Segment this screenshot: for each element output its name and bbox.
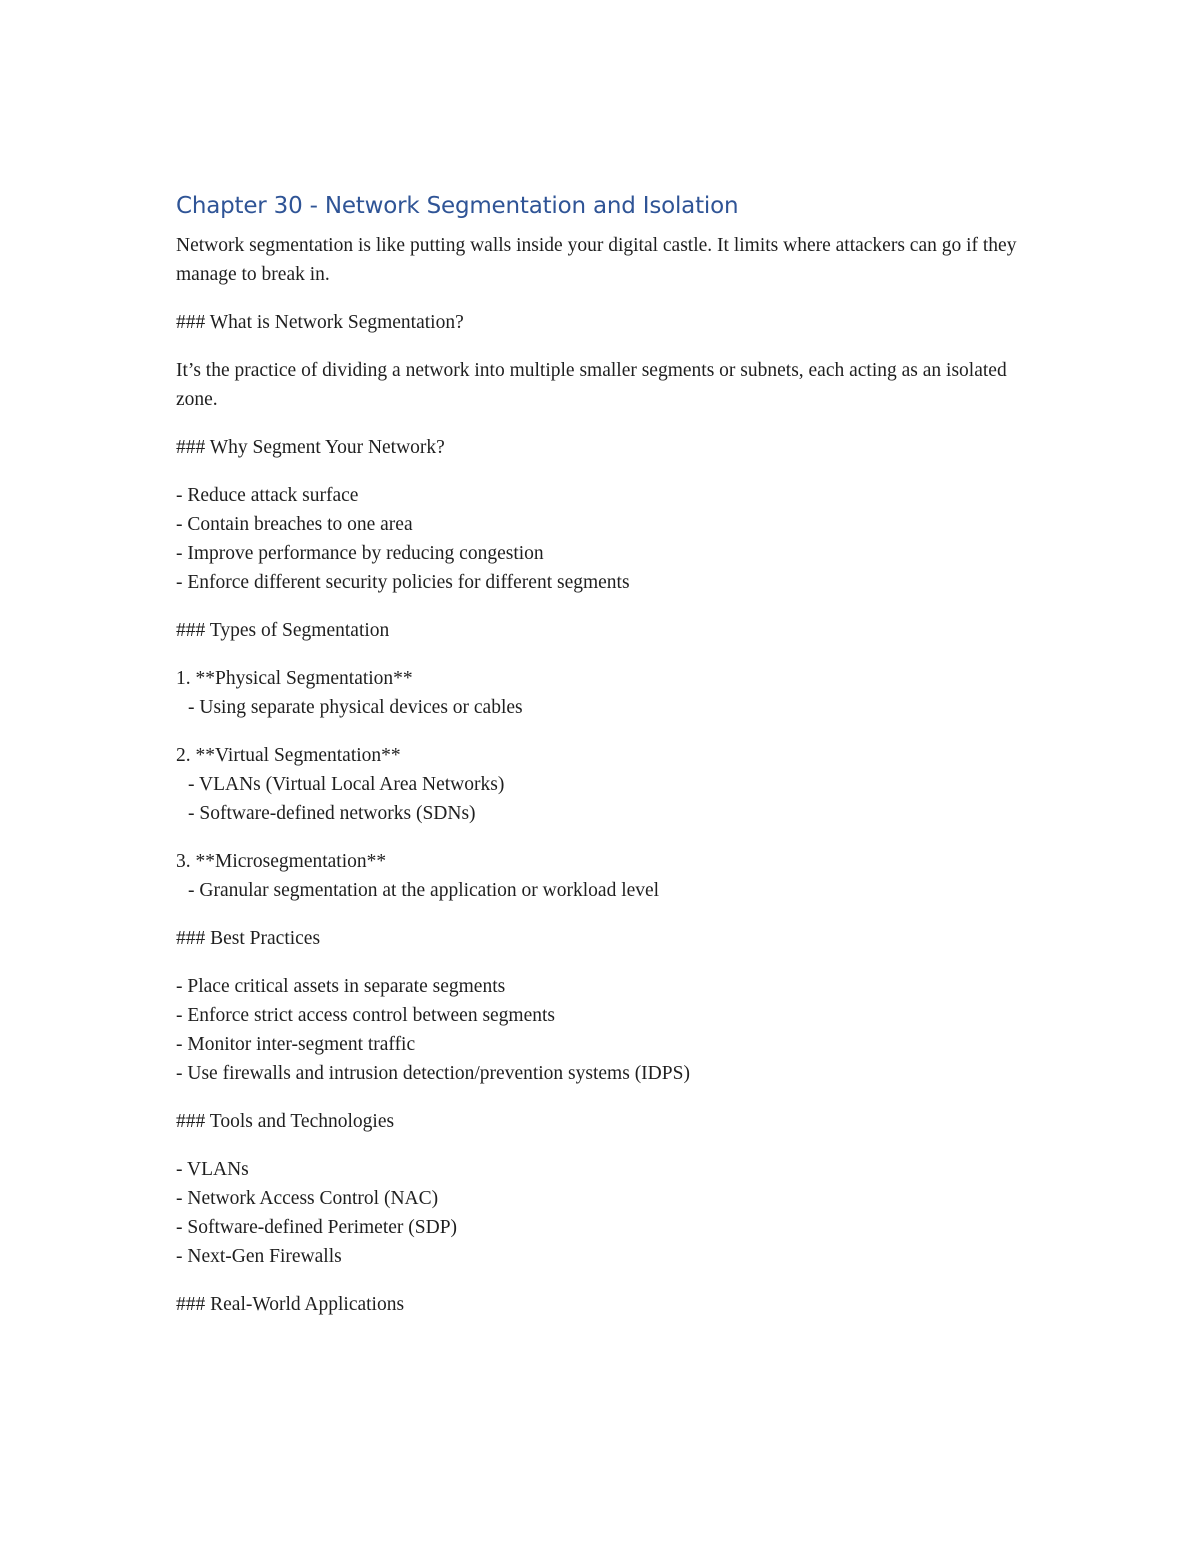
list-item: - Enforce strict access control between segments [176,1005,556,1026]
section-heading-what: ### What is Network Segmentation? [176,312,464,333]
list-item: - Next-Gen Firewalls [176,1246,342,1267]
list-item: - Software-defined networks (SDNs) [188,803,476,824]
list-item: - VLANs (Virtual Local Area Networks) [188,774,505,795]
section-heading-real: ### Real-World Applications [176,1294,405,1315]
what-paragraph: It’s the practice of dividing a network into multiple smaller segments or subnets, each acting as an isolated zone. [176,360,1007,410]
list-item: - Contain breaches to one area [176,514,413,535]
type-title-physical: 1. **Physical Segmentation** [176,668,413,689]
list-item: - Software-defined Perimeter (SDP) [176,1217,458,1238]
section-heading-tools: ### Tools and Technologies [176,1111,395,1132]
document-body [176,190,1036,1319]
section-heading-why: ### Why Segment Your Network? [176,437,445,458]
list-item: - Place critical assets in separate segments [176,976,506,997]
type-title-virtual: 2. **Virtual Segmentation** [176,745,401,766]
list-item: - Granular segmentation at the application or workload level [188,880,660,901]
chapter-title: Chapter 30 - Network Segmentation and Isolation [176,193,739,219]
list-item: - Network Access Control (NAC) [176,1188,439,1209]
list-item: - Use firewalls and intrusion detection/prevention systems (IDPS) [176,1063,690,1084]
intro-paragraph: Network segmentation is like putting walls inside your digital castle. It limits where attackers can go if they manage to break in. [176,235,1017,285]
list-item: - Improve performance by reducing congestion [176,543,544,564]
type-title-micro: 3. **Microsegmentation** [176,851,387,872]
list-item: - Monitor inter-segment traffic [176,1034,416,1055]
section-heading-best: ### Best Practices [176,928,321,949]
section-heading-types: ### Types of Segmentation [176,620,390,641]
list-item: - Enforce different security policies for different segments [176,572,630,593]
list-item: - Using separate physical devices or cables [188,697,523,718]
list-item: - VLANs [176,1159,249,1180]
list-item: - Reduce attack surface [176,485,359,506]
